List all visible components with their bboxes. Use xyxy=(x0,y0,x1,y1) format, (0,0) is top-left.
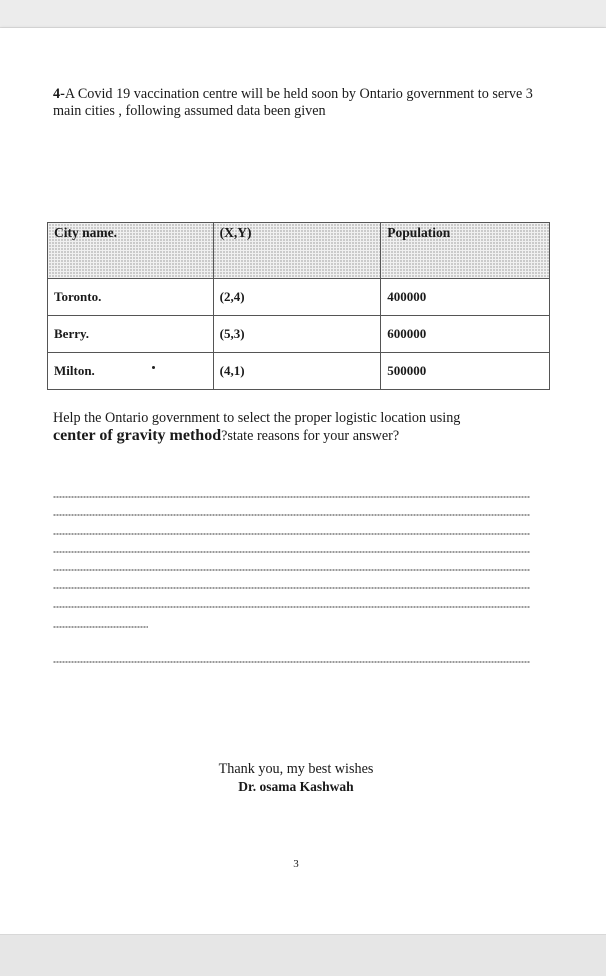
answer-line[interactable] xyxy=(53,606,530,608)
question-number: 4- xyxy=(53,86,65,102)
cell-city: Toronto. xyxy=(48,279,214,316)
answer-line[interactable] xyxy=(53,533,530,535)
cell-city: Berry. xyxy=(48,316,214,353)
viewer-top-bar xyxy=(0,0,606,28)
thanks-text: Thank you, my best wishes xyxy=(218,761,374,777)
answer-line[interactable] xyxy=(53,514,530,516)
answer-line[interactable] xyxy=(53,569,530,571)
header-population: Population xyxy=(381,223,550,279)
document-page xyxy=(0,28,606,934)
cell-population: 600000 xyxy=(381,316,550,353)
viewer-bottom-bar xyxy=(0,934,606,976)
help-method: center of gravity method xyxy=(53,427,222,444)
cell-coordinates: (5,3) xyxy=(213,316,381,353)
answer-line[interactable] xyxy=(53,661,530,663)
answer-line[interactable] xyxy=(53,587,530,589)
help-text-before: Help the Ontario government to select the proper logistic location using xyxy=(53,410,461,426)
help-instruction xyxy=(53,409,553,445)
answer-line[interactable] xyxy=(53,496,530,498)
cell-coordinates: (2,4) xyxy=(213,279,381,316)
author-signature: Dr. osama Kashwah xyxy=(238,779,354,794)
header-city-name: City name. xyxy=(48,223,214,279)
cell-coordinates: (4,1) xyxy=(213,353,381,390)
answer-line-short[interactable] xyxy=(53,626,148,628)
header-coordinates: (X,Y) xyxy=(213,223,381,279)
city-data-table xyxy=(47,222,550,390)
closing-block xyxy=(0,760,592,796)
answer-line[interactable] xyxy=(53,551,530,553)
table-row xyxy=(48,316,550,353)
table-row xyxy=(48,279,550,316)
table-row xyxy=(48,353,550,390)
help-text-after: ?state reasons for your answer? xyxy=(221,428,400,444)
stray-dot-mark xyxy=(152,366,155,369)
page-number: 3 xyxy=(293,858,299,870)
question-body: A Covid 19 vaccination centre will be held soon by Ontario government to serve 3 main cities , following assumed data been given xyxy=(53,86,533,119)
cell-city: Milton. xyxy=(48,353,214,390)
cell-population: 500000 xyxy=(381,353,550,390)
table-header-row xyxy=(48,223,550,279)
question-text xyxy=(53,86,553,120)
cell-population: 400000 xyxy=(381,279,550,316)
